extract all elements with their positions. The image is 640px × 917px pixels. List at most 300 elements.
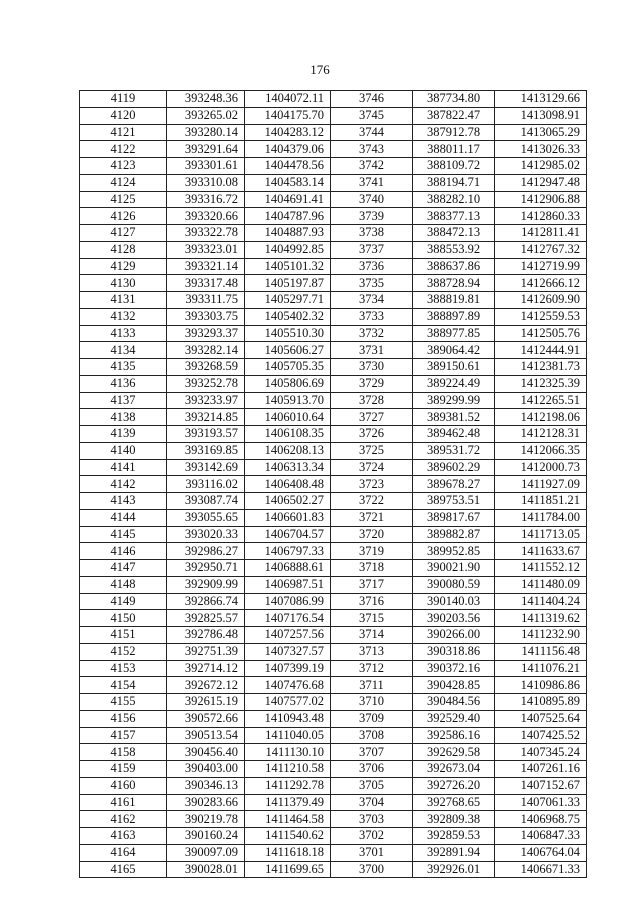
y-coord-left: 1411130.10 — [245, 744, 331, 761]
x-coord-right: 388728.94 — [413, 275, 495, 292]
table-row — [80, 610, 587, 627]
x-coord-right: 388553.92 — [413, 241, 495, 258]
point-id-right: 3708 — [331, 727, 413, 744]
x-coord-right: 389299.99 — [413, 392, 495, 409]
x-coord-left: 393322.78 — [167, 225, 245, 242]
y-coord-left: 1404175.70 — [245, 107, 331, 124]
x-coord-right: 390372.16 — [413, 660, 495, 677]
x-coord-right: 392891.94 — [413, 844, 495, 861]
table-row — [80, 794, 587, 811]
y-coord-left: 1406010.64 — [245, 409, 331, 426]
x-coord-left: 393142.69 — [167, 459, 245, 476]
table-body — [80, 91, 587, 878]
x-coord-left: 392672.12 — [167, 677, 245, 694]
x-coord-right: 388472.13 — [413, 225, 495, 242]
x-coord-right: 388377.13 — [413, 208, 495, 225]
table-row — [80, 627, 587, 644]
y-coord-right: 1406968.75 — [495, 811, 587, 828]
x-coord-right: 389064.42 — [413, 342, 495, 359]
y-coord-left: 1411292.78 — [245, 777, 331, 794]
point-id-left: 4152 — [80, 643, 167, 660]
x-coord-left: 393116.02 — [167, 476, 245, 493]
table-row — [80, 208, 587, 225]
y-coord-right: 1407152.67 — [495, 777, 587, 794]
y-coord-left: 1404478.56 — [245, 158, 331, 175]
y-coord-right: 1411552.12 — [495, 560, 587, 577]
table-row — [80, 275, 587, 292]
y-coord-right: 1413065.29 — [495, 124, 587, 141]
y-coord-right: 1411480.09 — [495, 576, 587, 593]
y-coord-right: 1412444.91 — [495, 342, 587, 359]
x-coord-left: 393248.36 — [167, 91, 245, 108]
x-coord-right: 388897.89 — [413, 308, 495, 325]
table-row — [80, 174, 587, 191]
table-row — [80, 811, 587, 828]
point-id-left: 4155 — [80, 694, 167, 711]
table-row — [80, 710, 587, 727]
y-coord-right: 1412198.06 — [495, 409, 587, 426]
y-coord-left: 1411618.18 — [245, 844, 331, 861]
y-coord-right: 1413098.91 — [495, 107, 587, 124]
y-coord-left: 1406208.13 — [245, 442, 331, 459]
point-id-left: 4161 — [80, 794, 167, 811]
point-id-right: 3729 — [331, 375, 413, 392]
point-id-left: 4125 — [80, 191, 167, 208]
x-coord-left: 393193.57 — [167, 426, 245, 443]
y-coord-right: 1412559.53 — [495, 308, 587, 325]
point-id-right: 3745 — [331, 107, 413, 124]
table-row — [80, 694, 587, 711]
point-id-left: 4142 — [80, 476, 167, 493]
x-coord-left: 392615.19 — [167, 694, 245, 711]
x-coord-right: 392586.16 — [413, 727, 495, 744]
point-id-left: 4147 — [80, 560, 167, 577]
point-id-right: 3736 — [331, 258, 413, 275]
y-coord-left: 1406987.51 — [245, 576, 331, 593]
y-coord-left: 1407327.57 — [245, 643, 331, 660]
point-id-right: 3718 — [331, 560, 413, 577]
x-coord-left: 393252.78 — [167, 375, 245, 392]
table-row — [80, 643, 587, 660]
y-coord-right: 1407425.52 — [495, 727, 587, 744]
point-id-left: 4131 — [80, 292, 167, 309]
x-coord-right: 387912.78 — [413, 124, 495, 141]
point-id-left: 4123 — [80, 158, 167, 175]
point-id-right: 3731 — [331, 342, 413, 359]
table-row — [80, 777, 587, 794]
x-coord-left: 393280.14 — [167, 124, 245, 141]
x-coord-left: 392950.71 — [167, 560, 245, 577]
point-id-left: 4144 — [80, 509, 167, 526]
x-coord-left: 393169.85 — [167, 442, 245, 459]
y-coord-left: 1405101.32 — [245, 258, 331, 275]
y-coord-left: 1407577.02 — [245, 694, 331, 711]
table-row — [80, 258, 587, 275]
table-row — [80, 426, 587, 443]
x-coord-left: 393293.37 — [167, 325, 245, 342]
x-coord-left: 392986.27 — [167, 543, 245, 560]
point-id-left: 4151 — [80, 627, 167, 644]
table-row — [80, 191, 587, 208]
point-id-right: 3726 — [331, 426, 413, 443]
point-id-right: 3714 — [331, 627, 413, 644]
x-coord-left: 393291.64 — [167, 141, 245, 158]
x-coord-right: 389678.27 — [413, 476, 495, 493]
point-id-right: 3717 — [331, 576, 413, 593]
table-row — [80, 727, 587, 744]
x-coord-left: 393214.85 — [167, 409, 245, 426]
x-coord-left: 393268.59 — [167, 359, 245, 376]
x-coord-right: 390080.59 — [413, 576, 495, 593]
point-id-right: 3742 — [331, 158, 413, 175]
point-id-left: 4136 — [80, 375, 167, 392]
x-coord-left: 390513.54 — [167, 727, 245, 744]
x-coord-right: 389462.48 — [413, 426, 495, 443]
point-id-right: 3700 — [331, 861, 413, 878]
x-coord-left: 392909.99 — [167, 576, 245, 593]
x-coord-right: 389381.52 — [413, 409, 495, 426]
table-row — [80, 844, 587, 861]
x-coord-right: 392809.38 — [413, 811, 495, 828]
x-coord-right: 387734.80 — [413, 91, 495, 108]
point-id-right: 3733 — [331, 308, 413, 325]
y-coord-left: 1405705.35 — [245, 359, 331, 376]
point-id-left: 4150 — [80, 610, 167, 627]
y-coord-right: 1406764.04 — [495, 844, 587, 861]
y-coord-right: 1412265.51 — [495, 392, 587, 409]
x-coord-right: 389882.87 — [413, 526, 495, 543]
point-id-left: 4148 — [80, 576, 167, 593]
point-id-left: 4140 — [80, 442, 167, 459]
x-coord-left: 390097.09 — [167, 844, 245, 861]
point-id-left: 4162 — [80, 811, 167, 828]
x-coord-left: 393265.02 — [167, 107, 245, 124]
x-coord-left: 390283.66 — [167, 794, 245, 811]
y-coord-right: 1412128.31 — [495, 426, 587, 443]
point-id-left: 4127 — [80, 225, 167, 242]
point-id-right: 3706 — [331, 761, 413, 778]
point-id-right: 3722 — [331, 493, 413, 510]
point-id-right: 3741 — [331, 174, 413, 191]
point-id-right: 3715 — [331, 610, 413, 627]
table-row — [80, 744, 587, 761]
table-row — [80, 576, 587, 593]
y-coord-left: 1411464.58 — [245, 811, 331, 828]
x-coord-right: 390318.86 — [413, 643, 495, 660]
y-coord-right: 1406671.33 — [495, 861, 587, 878]
table-row — [80, 158, 587, 175]
y-coord-left: 1407476.68 — [245, 677, 331, 694]
y-coord-right: 1412505.76 — [495, 325, 587, 342]
y-coord-left: 1404072.11 — [245, 91, 331, 108]
point-id-left: 4165 — [80, 861, 167, 878]
table-row — [80, 677, 587, 694]
point-id-left: 4146 — [80, 543, 167, 560]
table-row — [80, 107, 587, 124]
x-coord-left: 392714.12 — [167, 660, 245, 677]
table-row — [80, 509, 587, 526]
y-coord-right: 1412985.02 — [495, 158, 587, 175]
y-coord-right: 1412719.99 — [495, 258, 587, 275]
x-coord-left: 393087.74 — [167, 493, 245, 510]
point-id-left: 4160 — [80, 777, 167, 794]
table-row — [80, 476, 587, 493]
x-coord-left: 393317.48 — [167, 275, 245, 292]
point-id-left: 4149 — [80, 593, 167, 610]
point-id-right: 3704 — [331, 794, 413, 811]
y-coord-left: 1410943.48 — [245, 710, 331, 727]
x-coord-left: 393282.14 — [167, 342, 245, 359]
table-row — [80, 593, 587, 610]
table-row — [80, 543, 587, 560]
y-coord-left: 1406797.33 — [245, 543, 331, 560]
point-id-right: 3713 — [331, 643, 413, 660]
point-id-right: 3734 — [331, 292, 413, 309]
point-id-right: 3719 — [331, 543, 413, 560]
point-id-right: 3735 — [331, 275, 413, 292]
point-id-left: 4120 — [80, 107, 167, 124]
x-coord-right: 389753.51 — [413, 493, 495, 510]
y-coord-left: 1411540.62 — [245, 828, 331, 845]
y-coord-right: 1411927.09 — [495, 476, 587, 493]
x-coord-right: 388109.72 — [413, 158, 495, 175]
table-row — [80, 459, 587, 476]
y-coord-right: 1412609.90 — [495, 292, 587, 309]
y-coord-left: 1404887.93 — [245, 225, 331, 242]
y-coord-right: 1411713.05 — [495, 526, 587, 543]
x-coord-right: 389224.49 — [413, 375, 495, 392]
y-coord-left: 1404691.41 — [245, 191, 331, 208]
point-id-left: 4134 — [80, 342, 167, 359]
y-coord-right: 1411232.90 — [495, 627, 587, 644]
y-coord-right: 1411156.48 — [495, 643, 587, 660]
point-id-right: 3710 — [331, 694, 413, 711]
x-coord-right: 389817.67 — [413, 509, 495, 526]
point-id-right: 3728 — [331, 392, 413, 409]
point-id-right: 3707 — [331, 744, 413, 761]
y-coord-right: 1411076.21 — [495, 660, 587, 677]
point-id-right: 3737 — [331, 241, 413, 258]
point-id-left: 4121 — [80, 124, 167, 141]
point-id-right: 3709 — [331, 710, 413, 727]
y-coord-right: 1406847.33 — [495, 828, 587, 845]
point-id-left: 4126 — [80, 208, 167, 225]
x-coord-left: 390346.13 — [167, 777, 245, 794]
point-id-right: 3723 — [331, 476, 413, 493]
x-coord-left: 393321.14 — [167, 258, 245, 275]
table-row — [80, 325, 587, 342]
x-coord-right: 388011.17 — [413, 141, 495, 158]
point-id-left: 4154 — [80, 677, 167, 694]
point-id-right: 3716 — [331, 593, 413, 610]
table-row — [80, 375, 587, 392]
y-coord-left: 1404992.85 — [245, 241, 331, 258]
y-coord-right: 1412860.33 — [495, 208, 587, 225]
x-coord-right: 390428.85 — [413, 677, 495, 694]
point-id-left: 4163 — [80, 828, 167, 845]
y-coord-right: 1412906.88 — [495, 191, 587, 208]
point-id-left: 4158 — [80, 744, 167, 761]
x-coord-right: 392926.01 — [413, 861, 495, 878]
point-id-left: 4157 — [80, 727, 167, 744]
point-id-right: 3740 — [331, 191, 413, 208]
table-row — [80, 442, 587, 459]
y-coord-left: 1404583.14 — [245, 174, 331, 191]
table-row — [80, 124, 587, 141]
y-coord-left: 1406704.57 — [245, 526, 331, 543]
y-coord-right: 1407261.16 — [495, 761, 587, 778]
y-coord-left: 1406313.34 — [245, 459, 331, 476]
x-coord-right: 390484.56 — [413, 694, 495, 711]
point-id-left: 4133 — [80, 325, 167, 342]
point-id-right: 3730 — [331, 359, 413, 376]
x-coord-right: 388637.86 — [413, 258, 495, 275]
point-id-right: 3702 — [331, 828, 413, 845]
y-coord-left: 1407176.54 — [245, 610, 331, 627]
y-coord-right: 1412066.35 — [495, 442, 587, 459]
x-coord-right: 388977.85 — [413, 325, 495, 342]
y-coord-right: 1411851.21 — [495, 493, 587, 510]
y-coord-right: 1413026.33 — [495, 141, 587, 158]
point-id-right: 3711 — [331, 677, 413, 694]
x-coord-right: 392629.58 — [413, 744, 495, 761]
point-id-left: 4145 — [80, 526, 167, 543]
y-coord-left: 1411210.58 — [245, 761, 331, 778]
x-coord-left: 390572.66 — [167, 710, 245, 727]
table-row — [80, 225, 587, 242]
x-coord-left: 390160.24 — [167, 828, 245, 845]
y-coord-left: 1405297.71 — [245, 292, 331, 309]
y-coord-left: 1411040.05 — [245, 727, 331, 744]
x-coord-left: 393320.66 — [167, 208, 245, 225]
y-coord-right: 1412947.48 — [495, 174, 587, 191]
point-id-left: 4153 — [80, 660, 167, 677]
table-row — [80, 409, 587, 426]
y-coord-left: 1406408.48 — [245, 476, 331, 493]
x-coord-left: 390403.00 — [167, 761, 245, 778]
y-coord-left: 1405510.30 — [245, 325, 331, 342]
table-row — [80, 560, 587, 577]
point-id-left: 4137 — [80, 392, 167, 409]
x-coord-right: 392768.65 — [413, 794, 495, 811]
point-id-right: 3739 — [331, 208, 413, 225]
x-coord-left: 392751.39 — [167, 643, 245, 660]
x-coord-left: 393311.75 — [167, 292, 245, 309]
y-coord-left: 1406502.27 — [245, 493, 331, 510]
point-id-left: 4138 — [80, 409, 167, 426]
point-id-left: 4122 — [80, 141, 167, 158]
table-row — [80, 861, 587, 878]
point-id-right: 3732 — [331, 325, 413, 342]
point-id-left: 4139 — [80, 426, 167, 443]
x-coord-left: 390219.78 — [167, 811, 245, 828]
y-coord-right: 1410986.86 — [495, 677, 587, 694]
coordinates-table — [79, 90, 587, 878]
y-coord-left: 1406108.35 — [245, 426, 331, 443]
x-coord-right: 388194.71 — [413, 174, 495, 191]
table-row — [80, 526, 587, 543]
y-coord-right: 1411784.00 — [495, 509, 587, 526]
y-coord-left: 1404379.06 — [245, 141, 331, 158]
x-coord-left: 390028.01 — [167, 861, 245, 878]
point-id-left: 4119 — [80, 91, 167, 108]
x-coord-right: 389150.61 — [413, 359, 495, 376]
point-id-right: 3712 — [331, 660, 413, 677]
point-id-left: 4128 — [80, 241, 167, 258]
y-coord-left: 1404283.12 — [245, 124, 331, 141]
x-coord-right: 388282.10 — [413, 191, 495, 208]
y-coord-right: 1411319.62 — [495, 610, 587, 627]
x-coord-left: 390456.40 — [167, 744, 245, 761]
y-coord-left: 1405402.32 — [245, 308, 331, 325]
table-row — [80, 308, 587, 325]
table-row — [80, 660, 587, 677]
y-coord-left: 1405606.27 — [245, 342, 331, 359]
y-coord-left: 1406888.61 — [245, 560, 331, 577]
x-coord-right: 392529.40 — [413, 710, 495, 727]
y-coord-left: 1405913.70 — [245, 392, 331, 409]
point-id-left: 4132 — [80, 308, 167, 325]
point-id-right: 3703 — [331, 811, 413, 828]
table-row — [80, 91, 587, 108]
y-coord-right: 1412000.73 — [495, 459, 587, 476]
point-id-right: 3744 — [331, 124, 413, 141]
point-id-right: 3720 — [331, 526, 413, 543]
x-coord-left: 392825.57 — [167, 610, 245, 627]
y-coord-right: 1412767.32 — [495, 241, 587, 258]
x-coord-right: 389952.85 — [413, 543, 495, 560]
y-coord-right: 1411633.67 — [495, 543, 587, 560]
point-id-right: 3738 — [331, 225, 413, 242]
y-coord-left: 1411379.49 — [245, 794, 331, 811]
y-coord-left: 1407399.19 — [245, 660, 331, 677]
y-coord-right: 1411404.24 — [495, 593, 587, 610]
x-coord-right: 392673.04 — [413, 761, 495, 778]
x-coord-left: 392866.74 — [167, 593, 245, 610]
y-coord-right: 1412381.73 — [495, 359, 587, 376]
y-coord-right: 1407345.24 — [495, 744, 587, 761]
table-row — [80, 342, 587, 359]
table-row — [80, 292, 587, 309]
point-id-right: 3725 — [331, 442, 413, 459]
point-id-left: 4156 — [80, 710, 167, 727]
point-id-left: 4124 — [80, 174, 167, 191]
table-row — [80, 828, 587, 845]
point-id-left: 4135 — [80, 359, 167, 376]
point-id-left: 4159 — [80, 761, 167, 778]
table-row — [80, 241, 587, 258]
y-coord-left: 1407086.99 — [245, 593, 331, 610]
x-coord-right: 387822.47 — [413, 107, 495, 124]
point-id-right: 3727 — [331, 409, 413, 426]
y-coord-right: 1412666.12 — [495, 275, 587, 292]
point-id-left: 4130 — [80, 275, 167, 292]
x-coord-right: 390021.90 — [413, 560, 495, 577]
x-coord-left: 392786.48 — [167, 627, 245, 644]
table-row — [80, 359, 587, 376]
y-coord-right: 1412325.39 — [495, 375, 587, 392]
point-id-right: 3705 — [331, 777, 413, 794]
point-id-right: 3721 — [331, 509, 413, 526]
x-coord-right: 389602.29 — [413, 459, 495, 476]
x-coord-left: 393316.72 — [167, 191, 245, 208]
x-coord-left: 393233.97 — [167, 392, 245, 409]
point-id-right: 3701 — [331, 844, 413, 861]
y-coord-right: 1407061.33 — [495, 794, 587, 811]
x-coord-left: 393303.75 — [167, 308, 245, 325]
y-coord-left: 1405806.69 — [245, 375, 331, 392]
x-coord-left: 393020.33 — [167, 526, 245, 543]
